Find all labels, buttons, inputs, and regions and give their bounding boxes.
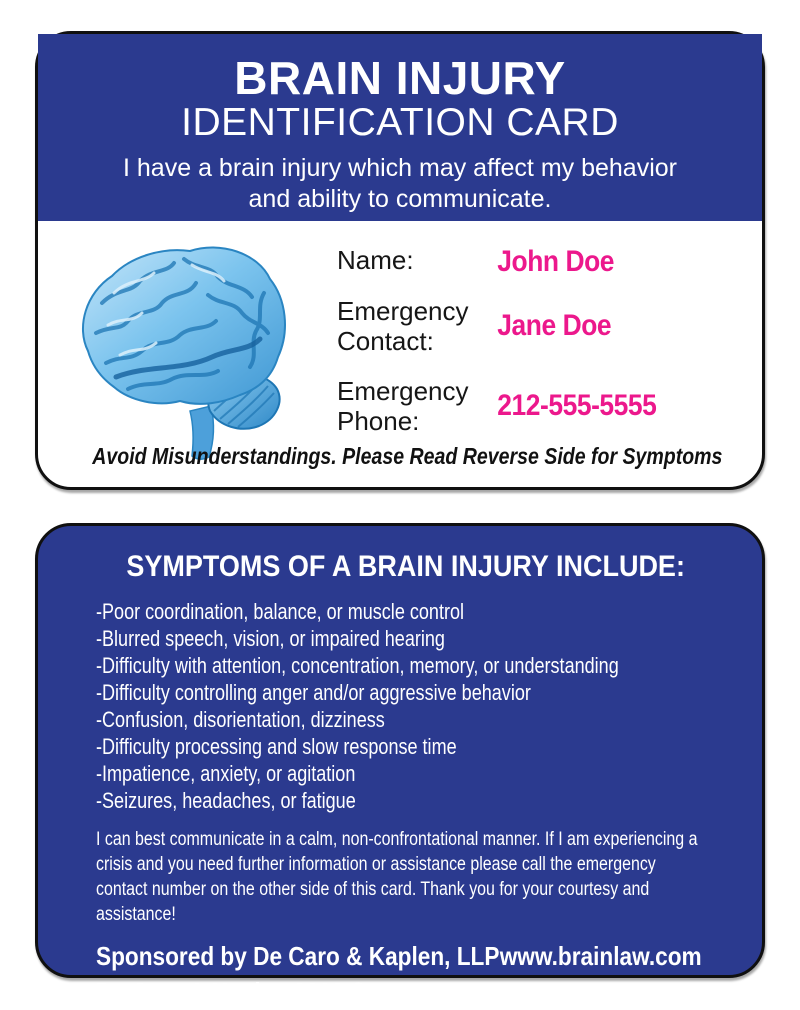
field-row-name [337,245,762,279]
symptom-item: -Confusion, disorientation, dizziness [96,707,385,732]
symptom-item: -Poor coordination, balance, or muscle control [96,599,465,624]
communication-note: I can best communicate in a calm, non-confrontational manner. If I am experiencing a crisis and you need further information or assistance please call the emergency contact number on the other side of this card. Thank you for your courtesy and assistance! [96,829,698,926]
card-title-line2: IDENTIFICATION CARD [181,100,619,144]
website-text: www.brainlaw.com [499,941,702,972]
card-subtitle: I have a brain injury which may affect my behavior and ability to communicate. [123,153,677,213]
sponsor-text: Sponsored by De Caro & Kaplen, LLP [96,941,500,972]
brain-icon [62,231,307,461]
field-row-emergency-phone [337,376,762,437]
symptom-item: -Blurred speech, vision, or impaired hearing [96,626,445,651]
field-row-emergency-contact [337,296,762,357]
emergency-phone-value: 212-555-5555 [497,389,657,423]
front-card [35,31,765,490]
symptoms-heading: SYMPTOMS OF A BRAIN INJURY INCLUDE: [126,550,685,583]
back-card [35,523,765,1008]
front-card-header [38,34,762,221]
front-card-footnote: Avoid Misunderstandings. Please Read Reverse Side for Symptoms [92,443,723,469]
name-value: John Doe [497,245,615,278]
symptom-item: -Difficulty processing and slow response time [96,734,457,759]
emergency-phone-label: Emergency Phone: [337,375,469,437]
front-card-body [38,221,762,461]
symptom-item: -Difficulty controlling anger and/or aggressive behavior [96,680,531,705]
name-label: Name: [337,245,414,275]
emergency-contact-label: Emergency Contact: [337,296,469,357]
copyright-text: De Caro & Kaplen 2018 © [96,977,367,1008]
card-title-line1: BRAIN INJURY [234,52,566,104]
emergency-contact-value: Jane Doe [497,309,612,343]
symptom-item: -Difficulty with attention, concentration, memory, or understanding [96,653,619,678]
back-card-footer [96,941,702,972]
symptom-list [96,598,704,814]
identity-fields [307,231,762,461]
symptom-item: -Seizures, headaches, or fatigue [96,788,356,813]
symptom-item: -Impatience, anxiety, or agitation [96,761,356,786]
